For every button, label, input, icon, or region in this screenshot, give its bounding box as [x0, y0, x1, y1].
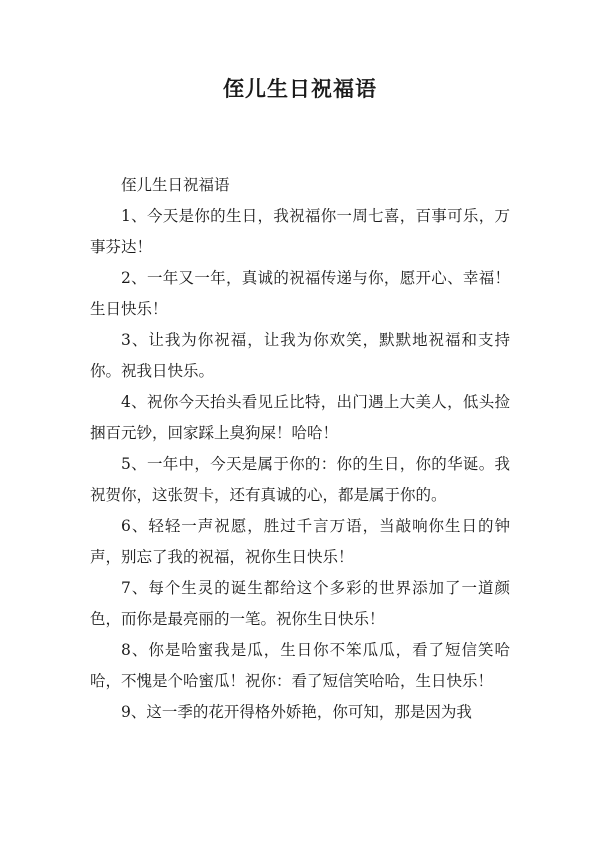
document-title: 侄儿生日祝福语: [223, 76, 377, 101]
wish-paragraph-3: 3、让我为你祝福，让我为你欢笑，默默地祝福和支持你。祝我日快乐。: [90, 331, 510, 380]
wish-paragraph-7: 7、每个生灵的诞生都给这个多彩的世界添加了一道颜色，而你是最亮丽的一笔。祝你生日快乐！: [90, 579, 510, 628]
wish-paragraph-2: 2、一年又一年，真诚的祝福传递与你，愿开心、幸福！生日快乐！: [90, 269, 510, 318]
wish-paragraph-1: 1、今天是你的生日，我祝福你一周七喜，百事可乐，万事芬达！: [90, 207, 510, 256]
wish-paragraph-9: 9、这一季的花开得格外娇艳，你可知，那是因为我: [121, 703, 472, 721]
wish-paragraph-4: 4、祝你今天抬头看见丘比特，出门遇上大美人，低头捡捆百元钞，回家踩上臭狗屎！哈哈！: [90, 393, 510, 442]
document-body: [90, 170, 510, 728]
wish-paragraph-8: 8、你是哈蜜我是瓜，生日你不笨瓜瓜，看了短信笑哈哈，不愧是个哈蜜瓜！祝你：看了短信笑哈哈，生日快乐！: [90, 641, 510, 690]
subtitle-paragraph: 侄儿生日祝福语: [121, 176, 230, 194]
wish-paragraph-6: 6、轻轻一声祝愿，胜过千言万语，当敲响你生日的钟声，别忘了我的祝福，祝你生日快乐！: [90, 517, 510, 566]
wish-paragraph-5: 5、一年中，今天是属于你的：你的生日，你的华诞。我祝贺你，这张贺卡，还有真诚的心，都是属于你的。: [90, 455, 510, 504]
